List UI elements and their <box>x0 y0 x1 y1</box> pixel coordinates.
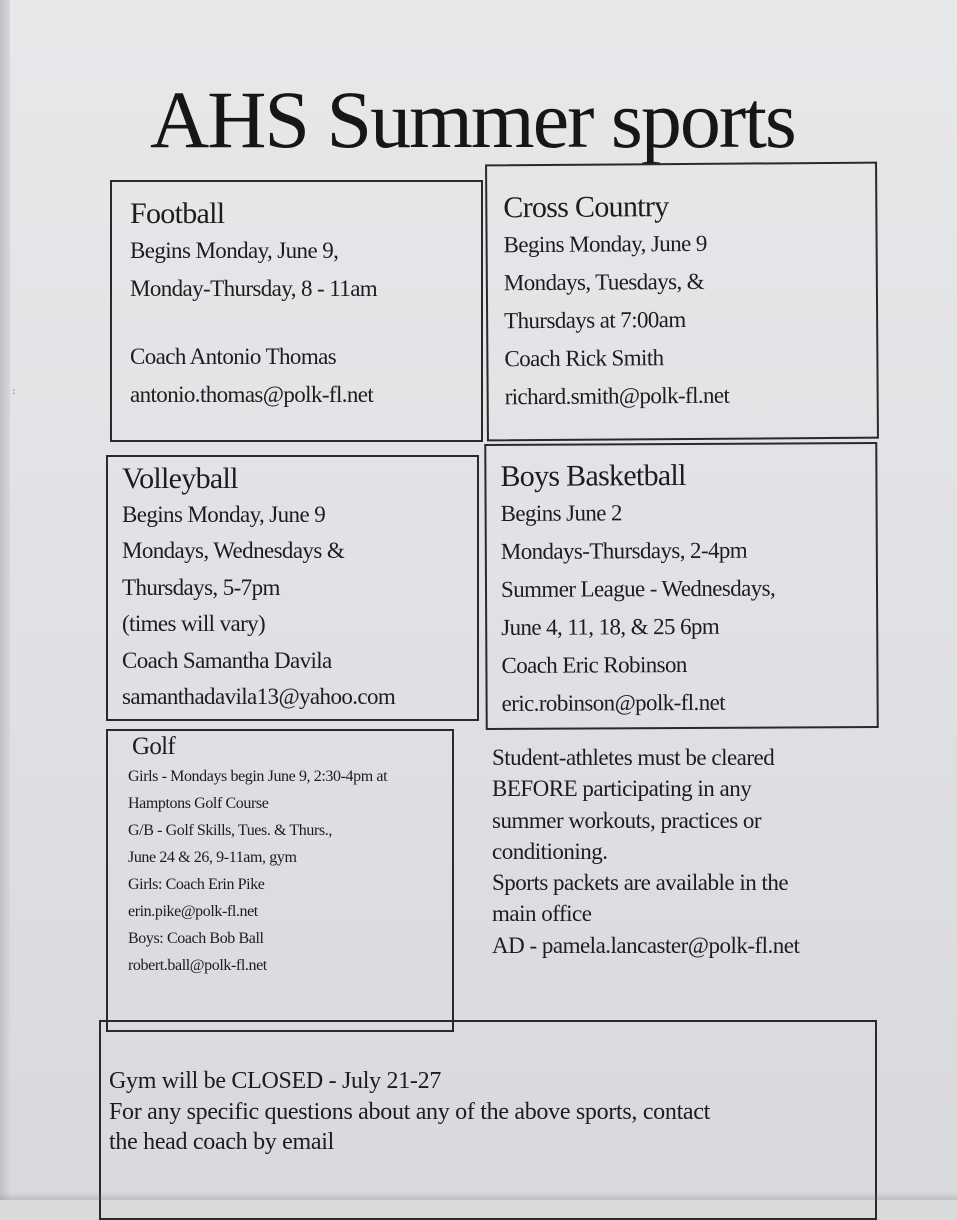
cross-country-heading: Cross Country <box>503 190 669 225</box>
cross-country-time: Thursdays at 7:00am <box>504 306 686 334</box>
football-heading: Football <box>130 197 225 230</box>
golf-boys-coach: Boys: Coach Bob Ball <box>128 930 264 947</box>
volleyball-days: Mondays, Wednesdays & <box>122 538 345 564</box>
boys-basketball-league-dates: June 4, 11, 18, & 25 6pm <box>501 613 720 640</box>
cross-country-coach: Coach Rick Smith <box>504 345 664 372</box>
boys-basketball-schedule: Mondays-Thursdays, 2-4pm <box>500 537 748 564</box>
golf-skills: G/B - Golf Skills, Tues. & Thurs., <box>128 822 332 839</box>
volleyball-heading: Volleyball <box>122 462 238 495</box>
boys-basketball-start-date: Begins June 2 <box>500 500 622 526</box>
football-start-date: Begins Monday, June 9, <box>130 238 339 263</box>
volleyball-time: Thursdays, 5-7pm <box>122 574 280 600</box>
notice-line: Student-athletes must be cleared <box>492 745 775 770</box>
boys-basketball-league: Summer League - Wednesdays, <box>500 575 776 602</box>
gym-closure-notice <box>99 1020 877 1220</box>
golf-skills-dates: June 24 & 26, 9-11am, gym <box>128 849 297 866</box>
football-coach: Coach Antonio Thomas <box>130 344 337 369</box>
notice-line: summer workouts, practices or <box>492 807 762 833</box>
page-title: AHS Summer sports <box>150 74 795 165</box>
volleyball-section <box>106 455 479 721</box>
golf-girls-email: erin.pike@polk-fl.net <box>128 903 258 920</box>
golf-heading: Golf <box>132 733 176 760</box>
volleyball-note: (times will vary) <box>122 611 266 637</box>
golf-girls-coach: Girls: Coach Erin Pike <box>128 876 265 893</box>
boys-basketball-heading: Boys Basketball <box>500 458 686 493</box>
contact-instructions: For any specific questions about any of the above sports, contact <box>109 1098 711 1125</box>
golf-boys-email: robert.ball@polk-fl.net <box>128 957 267 974</box>
football-email: antonio.thomas@polk-fl.net <box>130 382 374 407</box>
notice-line: main office <box>492 901 592 927</box>
football-section <box>110 180 483 442</box>
gym-closed-line: Gym will be CLOSED - July 21-27 <box>109 1068 442 1094</box>
volleyball-email: samanthadavila13@yahoo.com <box>122 684 396 710</box>
cross-country-start-date: Begins Monday, June 9 <box>503 230 707 258</box>
boys-basketball-section <box>484 442 878 730</box>
golf-girls-schedule: Girls - Mondays begin June 9, 2:30-4pm at <box>128 768 388 785</box>
golf-course: Hamptons Golf Course <box>128 795 269 812</box>
clearance-notice <box>492 742 922 961</box>
boys-basketball-email: eric.robinson@polk-fl.net <box>501 689 726 716</box>
notice-line: Sports packets are available in the <box>492 870 789 896</box>
notice-line: BEFORE participating in any <box>492 776 752 802</box>
notice-line: conditioning. <box>492 838 608 864</box>
boys-basketball-coach: Coach Eric Robinson <box>501 651 687 678</box>
football-spacer <box>130 308 481 338</box>
football-schedule: Monday-Thursday, 8 - 11am <box>130 276 378 301</box>
volleyball-start-date: Begins Monday, June 9 <box>122 502 326 527</box>
cross-country-section <box>485 162 879 442</box>
contact-instructions-cont: the head coach by email <box>109 1129 334 1155</box>
scan-speck: : <box>12 386 16 397</box>
paper-edge-shadow <box>0 0 10 1200</box>
athletic-director-email: AD - pamela.lancaster@polk-fl.net <box>492 932 800 958</box>
cross-country-email: richard.smith@polk-fl.net <box>504 382 730 410</box>
scan-bottom-shadow <box>0 1192 957 1200</box>
golf-section <box>106 729 454 1032</box>
cross-country-days: Mondays, Tuesdays, & <box>503 268 705 296</box>
volleyball-coach: Coach Samantha Davila <box>122 647 332 673</box>
